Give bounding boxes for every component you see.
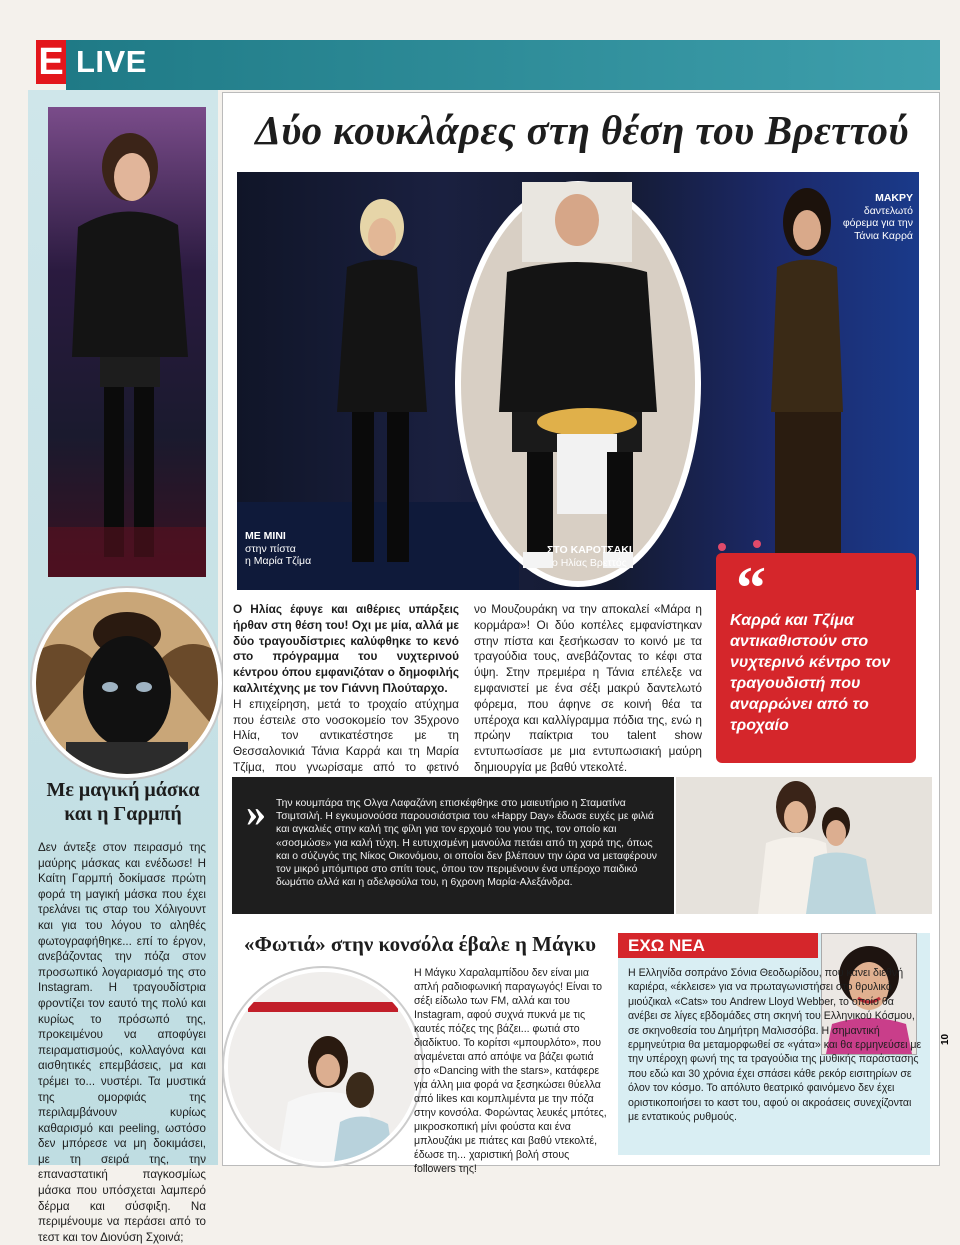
caption-ilias-line1: ΣΤΟ ΚΑΡΟΤΣΑΚΙ	[547, 544, 632, 556]
garbi-stage-photo	[48, 107, 206, 577]
exo-nea-text: Η Ελληνίδα σοπράνο Σόνια Θεοδωρίδου, που κάνει διεθνή καριέρα, «έκλεισε» για να πρωταγωνιστήσει στο θρυλικό μιούζικαλ «Cats» του Andrew Lloyd Webber, το οποίο θα ανέβει σε λίγες εβδομάδες στη σκηνή του Ελληνικού Κόσμου, σε σκηνοθεσία του Δημήτρη Μαλισσόβα. Η σημαντική ερμηνεύτρια θα μεταμορφωθεί σε «γάτα» και θα ερμηνεύσει με την υπέροχη φωνή της τα τραγούδια της μυθικής παράστασης που εδώ και 30 χρόνια έχει σπάσει κάθε ρεκόρ εισιτηρίων σε όλον τον κόσμο. Το απόλυτο θεατρικό φαινόμενο δεν έχει οριστικοποιήσει το καστ του, αφού οι ακροάσεις συνεχίζονται με εντατικούς ρυθμούς.	[628, 967, 922, 1124]
caption-maria-line3: η Μαρία Τζίμα	[245, 555, 312, 567]
article-lead: Ο Ηλίας έφυγε και αιθέριες υπάρξεις ήρθαν στη θέση του! Οχι με μία, αλλά με δύο τραγουδίστριες καλύφθηκε το κενό στο πρόγραμμα του νυχτερινού κέντρου όπου εμφανιζόταν ο δημοφιλής καλλιτέχνης με τον Γιάννη Πλούταρχο.	[233, 602, 459, 695]
caption-maria	[245, 530, 311, 568]
garbi-mask-photo	[32, 588, 222, 778]
article-column-2: νο Μουζουράκη να την αποκαλεί «Μάρα η κορμάρα»! Οι δύο κοπέλες εμφανίστηκαν στην πίστα και ξεσήκωσαν το κοινό με τα τραγούδια τους, ανεβάζοντας το κέφι στα ύψη. Στην πρεμιέρα η Τάνια επέλεξε να εμφανιστεί με ένα σέξι μακρύ δαντελωτό φόρεμα, που άφηνε σε κοινή θέα τα υπέροχα και καλλίγραμμα πόδια της, ενώ η πρώην παίκτρια του talent show εντυπωσίασε με μια εντυπωσιακή μαύρη δημιουργία με βαθύ ντεκολτέ.	[474, 602, 702, 774]
pull-quote-text: Καρρά και Τζίμα αντικαθιστούν στο νυχτερινό κέντρο τον τραγουδιστή που αναρρώνει από το τροχαίο	[730, 612, 891, 734]
caption-tania	[837, 192, 913, 242]
concert-photo-collage	[237, 172, 919, 590]
headline: Δύο κουκλάρες στη θέση του Βρεττού	[255, 107, 909, 153]
caption-tania-line2: δαντελωτό	[863, 204, 913, 217]
tsimtsili-news-text: Την κουμπάρα της Ολγα Λαφαζάνη επισκέφθηκε στο μαιευτήριο η Σταματίνα Τσιμτσιλή. Η εγκυμονούσα παρουσιάστρια του «Happy Day» έδωσε ευχές με φιλιά και αγκαλιές στην καλή της φίλη για τον ερχομό του γιου της, τον οποίο και «σοσμώσε» για καλή τύχη. Η ευτυχισμένη μανούλα πετάει από τη χαρά της, όπως και ο σύζυγός της Νίκος Οικονόμου, οι οποίοι δεν βλέπουν την ώρα να μεταφέρουν τον μικρό μπόμπιρα στο σπίτι τους, όπου τον περιμένουν ένα υπέροχο παιδικό δωμάτιο αλλά και η αδελφούλα του, η 6χρονη Μαρία-Αλεξάνδρα.	[276, 798, 657, 889]
article-col1-body: Η επιχείρηση, μετά το τροχαίο ατύχημα που έστειλε στο νοσοκομείο τον 35χρονο Ηλία, τον αντικατέστησε με τη Θεσσαλονικιά Τάνια Καρρά και τη Μαρία Τζίμα, που γνωρίσαμε από το φετινό	[233, 696, 459, 774]
caption-ilias-line2: ο Ηλίας Βρεττός	[551, 556, 627, 569]
section-band	[66, 40, 940, 90]
hospital-visit-photo	[676, 777, 932, 914]
caption-maria-line2: στην πίστα	[245, 542, 296, 555]
magazine-logo: E	[36, 40, 66, 84]
dark-quote-mark: »	[246, 790, 266, 835]
quote-mark: “	[736, 555, 766, 621]
caption-tania-line4: Τάνια Καρρά	[854, 229, 913, 242]
magky-console-photo	[224, 968, 422, 1166]
caption-maria-line1: ΜΕ ΜΙΝΙ	[245, 530, 286, 542]
garbi-article-text: Δεν άντεξε στον πειρασμό της μαύρης μάσκας και ενέδωσε! Η Καίτη Γαρμπή δοκίμασε πρώτη φορά τη μαγική μάσκα που έχει τρελάνει τις σταρ του Χόλιγουντ και για του λόγου το αληθές φωτογραφήθηκε... επί το έργον, ανεβάζοντας την πόζα στον προσωπικό λογαριασμό της στο Instagram. Η τραγουδίστρια φροντίζει τον εαυτό της πολύ και κυρίως το πρόσωπό της, προκειμένου να αποφύγει πειραματισμούς, κολλαγόνα και αισθητικές επεμβάσεις, μα και τρέμει το... νυστέρι. Τα μυστικά της ομορφιάς της περιλαμβάνουν κυρίως καθαρισμό και peeling, ωστόσο δεν μπόρεσε να μη δοκιμάσει, με τη σειρά της, την επαναστατική παγκοσμίως μάσκα που υπόσχεται λαμπερό δέρμα και σύσφιξη. Να περιμένουμε να περάσει από το τεστ και τον Διονύση Σχοινά;	[38, 841, 206, 1244]
magky-title: «Φωτιά» στην κονσόλα έβαλε η Μάγκυ	[243, 932, 597, 956]
garbi-title: Με μαγική μάσκα και η Γαρμπή	[46, 779, 200, 825]
magky-article-text: Η Μάγκυ Χαραλαμπίδου δεν είναι μια απλή ραδιοφωνική παραγωγός! Είναι το σέξι είδωλο των FM, αλλά και του Instagram, αφού συχνά πυκνά με τις καυτές πόζες της βάζει... φωτιά στο διαδίκτυο. Το κορίτσι «μπουρλότο», που αναμένεται από απόψε να βάζει φωτιά στο «Dancing with the stars», κατάφερε για άλλη μια φορά να ξεσηκώσει θύελλα από likes και κομπλιμέντα με την πόζα στην κονσόλα. Φορώντας λευκές μπότες, μικροσκοπική μίνι φούστα και ένα μπλουζάκι με πιάτες και βαθύ ντεκολτέ, έδωσε τη... χαριστική βολή στους followers της!	[414, 967, 607, 1175]
section-title: LIVE	[76, 44, 147, 79]
page-number: 10	[940, 1033, 951, 1045]
article-column-1	[233, 602, 459, 792]
caption-tania-line1: ΜΑΚΡΥ	[875, 192, 913, 204]
caption-ilias	[547, 544, 632, 569]
exo-nea-tag: ΕΧΩ ΝΕΑ	[618, 933, 818, 958]
caption-tania-line3: φόρεμα για την	[842, 217, 913, 229]
